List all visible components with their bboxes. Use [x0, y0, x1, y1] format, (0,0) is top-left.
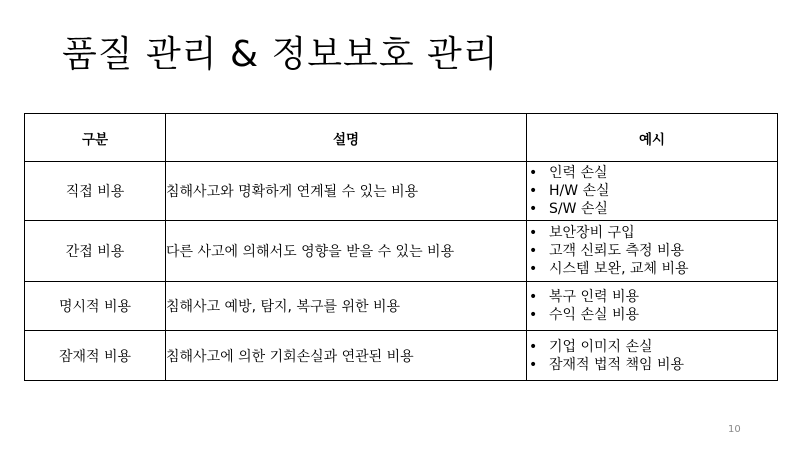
row-category: 직접 비용: [25, 162, 166, 221]
header-description: 설명: [166, 114, 527, 162]
page-number: 10: [728, 424, 741, 435]
example-item: • 수익 손실 비용: [527, 306, 777, 324]
table-row: [25, 282, 778, 331]
example-item: • 기업 이미지 손실: [527, 338, 777, 356]
header-examples: 예시: [527, 114, 778, 162]
example-list: [527, 224, 777, 278]
row-examples: [527, 331, 778, 381]
table-row: [25, 221, 778, 282]
row-examples: [527, 282, 778, 331]
example-item: • 잠재적 법적 책임 비용: [527, 356, 777, 374]
example-item: • 고객 신뢰도 측정 비용: [527, 242, 777, 260]
row-description: 침해사고 예방, 탐지, 복구를 위한 비용: [166, 282, 527, 331]
row-category: 간접 비용: [25, 221, 166, 282]
example-item: • S/W 손실: [527, 200, 777, 218]
example-list: [527, 164, 777, 218]
table-header-row: [25, 114, 778, 162]
example-list: [527, 338, 777, 374]
row-description: 침해사고에 의한 기회손실과 연관된 비용: [166, 331, 527, 381]
example-item: • H/W 손실: [527, 182, 777, 200]
row-examples: [527, 221, 778, 282]
row-description: 침해사고와 명확하게 연계될 수 있는 비용: [166, 162, 527, 221]
cost-table: [24, 113, 778, 381]
slide-title: 품질 관리 & 정보보호 관리: [62, 34, 499, 75]
header-category: 구분: [25, 114, 166, 162]
row-examples: [527, 162, 778, 221]
row-category: 명시적 비용: [25, 282, 166, 331]
example-item: • 인력 손실: [527, 164, 777, 182]
table-row: [25, 331, 778, 381]
example-item: • 시스템 보완, 교체 비용: [527, 260, 777, 278]
row-description: 다른 사고에 의해서도 영향을 받을 수 있는 비용: [166, 221, 527, 282]
example-item: • 보안장비 구입: [527, 224, 777, 242]
row-category: 잠재적 비용: [25, 331, 166, 381]
example-list: [527, 288, 777, 324]
table-row: [25, 162, 778, 221]
example-item: • 복구 인력 비용: [527, 288, 777, 306]
